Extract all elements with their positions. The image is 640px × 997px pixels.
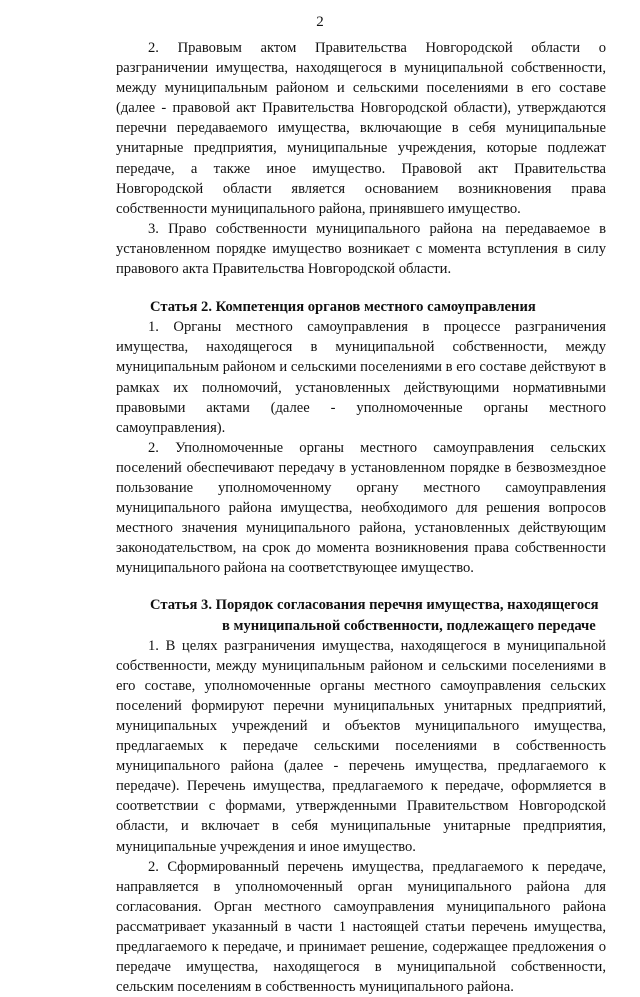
paragraph-article2-part1: 1. Органы местного самоуправления в процессе разграничения имущества, находящегося в муниципальной собственности, между муниципальным районом и сельскими поселениями в его составе действуют в рамках их полномочий, установленных действующими нормативными правовыми актами (далее - уполномоченные органы местного самоуправления). bbox=[116, 319, 606, 436]
article-3-heading bbox=[116, 595, 606, 635]
page-number: 2 bbox=[316, 14, 324, 30]
paragraph-article3-part2: 2. Сформированный перечень имущества, предлагаемого к передаче, направляется в уполномоченный орган муниципального района для согласования. Орган местного самоуправления муниципального района рассматривает указанный в части 1 настоящей статьи перечень имущества, предлагаемого к передаче, и принимает решение, содержащее предложения о передаче имущества, находящегося в муниципальной собственности, сельским поселениям в собственность муниципального района. bbox=[116, 858, 606, 996]
article-3-heading-line2: в муниципальной собственности, подлежащего передаче bbox=[222, 617, 596, 634]
paragraph-article2-part2: 2. Уполномоченные органы местного самоуправления сельских поселений обеспечивают передачу в установленном порядке в безвозмездное пользование уполномоченному органу местного самоуправления муниципального района имущества, необходимого для решения вопросов местного значения муниципального района, установленных действующим законодательством, на срок до момента возникновения права собственности муниципального района на соответствующее имущество. bbox=[116, 439, 606, 577]
paragraph-article1-part2: 2. Правовым актом Правительства Новгородской области о разграничении имущества, находящегося в муниципальной собственности, между муниципальным районом и сельскими поселениями в его составе (далее - правовой акт Правительства Новгородской области), утверждаются перечни передаваемого имущества, включающие в себя муниципальные унитарные предприятия, муниципальные учреждения, которые подлежат передаче, а также иное имущество. Правовой акт Правительства Новгородской области является основанием возникновения права собственности муниципального района, принявшего имущество. bbox=[116, 40, 606, 217]
article-3-heading-line1: Статья 3. Порядок согласования перечня имущества, находящегося bbox=[150, 597, 599, 614]
document-body bbox=[116, 38, 606, 997]
article-2-heading: Статья 2. Компетенция органов местного самоуправления bbox=[150, 299, 536, 316]
paragraph-article3-part1: 1. В целях разграничения имущества, находящегося в муниципальной собственности, между муниципальным районом и сельскими поселениями в его составе, уполномоченные органы местного самоуправления сельских поселений формируют перечни муниципальных унитарных предприятий, муниципальных учреждений и объектов муниципального имущества, предлагаемых к передаче сельскими поселениями в собственность муниципального района (далее - перечень имущества, предлагаемого к передаче). Перечень имущества, предлагаемого к передаче, оформляется в соответствии с формами, утвержденными Правительством Новгородской области, и включает в себя муниципальные унитарные предприятия, муниципальные учреждения и иное имущество. bbox=[116, 637, 606, 855]
paragraph-article1-part3: 3. Право собственности муниципального района на передаваемое в установленном порядке имущество возникает с момента вступления в силу правового акта Правительства Новгородской области. bbox=[116, 220, 606, 278]
